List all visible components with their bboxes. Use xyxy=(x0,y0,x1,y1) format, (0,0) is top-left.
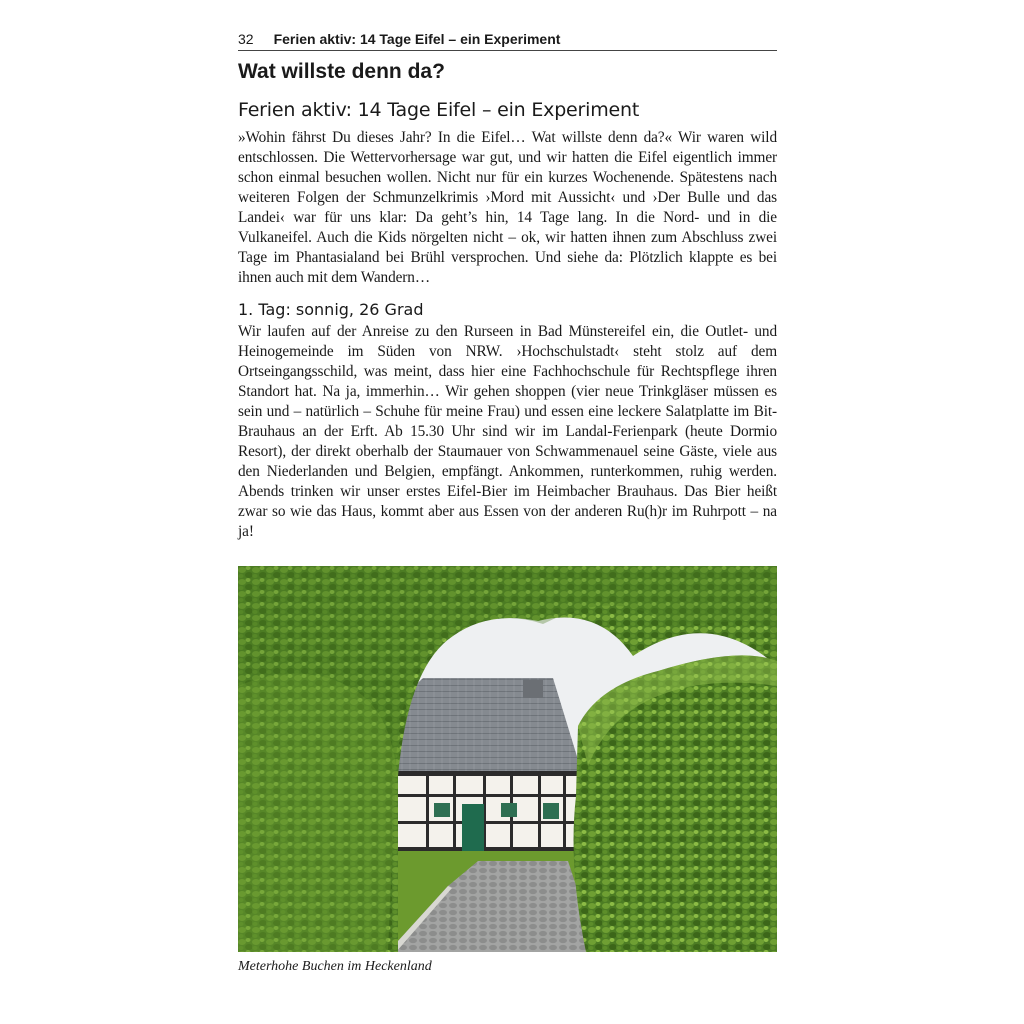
intro-paragraph: »Wohin fährst Du dieses Jahr? In die Eifel… Wat willste denn da?« Wir waren wild entschlossen. Die Wettervorhersage war gut, und wir hatten die Eifel eigentlich immer schon einmal besuchen wollen. Nicht nur für ein kurzes Wochenende. Spätestens nach weiteren Folgen der Schmunzelkrimis ›Mord mit Aussicht‹ und ›Der Bulle und das Landei‹ war für uns klar: Da geht’s hin, 14 Tage lang. In die Nord- und in die Vulkaneifel. Auch die Kids nörgelten nicht – ok, wir hatten ihnen zum Abschluss zwei Tage im Phantasialand bei Brühl versprochen. Und siehe da: Plötzlich klappte es bei ihnen auch mit dem Wandern… xyxy=(238,129,777,286)
article-title: Wat willste denn da? xyxy=(238,60,445,83)
running-title: Ferien aktiv: 14 Tage Eifel – ein Experiment xyxy=(273,31,561,47)
hedge-arch-illustration xyxy=(238,566,777,952)
section-paragraph: Wir laufen auf der Anreise zu den Rurseen in Bad Münstereifel ein, die Outlet- und Heinogemeinde im Süden von NRW. ›Hochschulstadt‹ steht stolz auf dem Ortseingangsschild, was meint, dass hier eine Fachhochschule für Rechtspflege ihren Standort hat. Na ja, immerhin… Wir gehen shoppen (vier neue Trinkgläser müssen es sein und – natürlich – Schuhe für meine Frau) und essen eine leckere Salatplatte im Bit-Brauhaus an der Erft. Ab 15.30 Uhr sind wir im Landal-Ferienpark (heute Dormio Resort), der direkt oberhalb der Staumauer von Schwammenauel seine Gäste, viele aus den Niederlanden und Belgien, empfängt. Ankommen, runterkommen, ruhig werden. Abends trinken wir unser erstes Eifel-Bier im Heimbacher Brauhaus. Das Bier heißt zwar so wie das Haus, kommt aber aus Essen von der anderen Ru(h)r im Ruhrpott – na ja! xyxy=(238,323,777,540)
hedge-arch-photo xyxy=(238,566,777,952)
running-head xyxy=(238,30,777,51)
page xyxy=(238,30,777,542)
article-subtitle: Ferien aktiv: 14 Tage Eifel – ein Experiment xyxy=(238,99,640,121)
section-heading: 1. Tag: sonnig, 26 Grad xyxy=(238,300,424,319)
page-number: 32 xyxy=(238,31,254,47)
photo-caption: Meterhohe Buchen im Heckenland xyxy=(238,959,432,974)
